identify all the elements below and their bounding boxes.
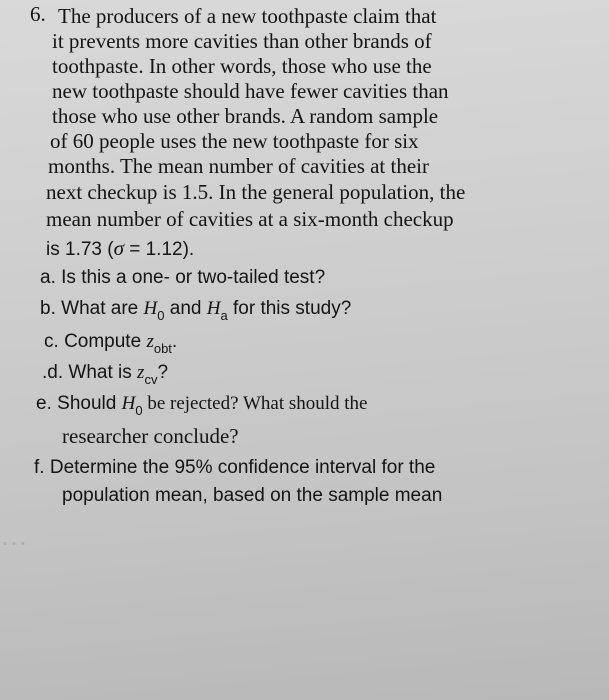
intro-line-9: mean number of cavities at a six-month checkup <box>46 207 454 231</box>
intro-line-4: new toothpaste should have fewer cavities than <box>52 79 449 103</box>
z-cv-subscript: cv <box>144 372 158 387</box>
question-b-post: for this study? <box>227 298 352 319</box>
intro-line-5: those who use other brands. A random sample <box>52 104 439 128</box>
question-f <box>34 456 435 480</box>
question-a-label: a. <box>40 267 56 288</box>
h-null-subscript-e: 0 <box>135 403 143 418</box>
h-null-symbol: H <box>143 298 158 319</box>
question-c <box>44 330 177 355</box>
question-f-line-2: population mean, based on the sample mean <box>62 485 443 506</box>
h-alt-symbol: H <box>206 298 221 319</box>
question-a <box>40 266 325 290</box>
question-e-pre: Should <box>57 393 122 414</box>
intro-line-3: toothpaste. In other words, those who use the <box>52 54 432 78</box>
z-obt-subscript: obt <box>153 341 172 356</box>
sigma-post: = 1.12). <box>123 239 195 260</box>
question-e <box>36 392 367 417</box>
question-c-post: . <box>171 331 178 352</box>
question-f-label: f. <box>34 457 45 478</box>
bleed-through-decoration: … <box>0 520 28 551</box>
question-d-pre: What is <box>68 362 138 383</box>
intro-line-2: it prevents more cavities than other brands of <box>52 29 432 53</box>
question-e-line-2: researcher conclude? <box>62 424 239 448</box>
h-null-subscript: 0 <box>157 308 165 323</box>
question-c-label: c. <box>44 331 59 352</box>
problem-number: 6. <box>30 2 46 26</box>
sigma-symbol: σ <box>113 236 124 260</box>
question-e-label: e. <box>36 393 52 414</box>
z-obt-symbol: z <box>146 331 154 352</box>
question-c-pre: Compute <box>64 331 147 352</box>
h-alt-subscript: a <box>220 308 228 323</box>
question-d <box>42 361 168 386</box>
sigma-pre: is 1.73 ( <box>46 239 114 260</box>
question-d-label: .d. <box>42 362 64 383</box>
question-d-post: ? <box>157 362 169 383</box>
z-cv-symbol: z <box>137 362 145 383</box>
question-b-label: b. <box>40 298 56 319</box>
question-b-pre: What are <box>61 298 144 319</box>
intro-line-6: of 60 people uses the new toothpaste for six <box>50 129 419 153</box>
intro-line-8: next checkup is 1.5. In the general population, the <box>46 180 466 204</box>
question-a-text: Is this a one- or two-tailed test? <box>61 267 326 288</box>
question-f-line-1: Determine the 95% confidence interval for the <box>49 457 436 478</box>
intro-line-10 <box>46 236 194 262</box>
h-null-symbol-e: H <box>121 393 136 414</box>
intro-line-7: months. The mean number of cavities at their <box>48 154 430 178</box>
intro-line-1: The producers of a new toothpaste claim that <box>58 4 437 28</box>
question-b-mid: and <box>164 298 207 319</box>
question-e-post: be rejected? What should the <box>142 393 368 414</box>
question-b <box>40 297 351 322</box>
